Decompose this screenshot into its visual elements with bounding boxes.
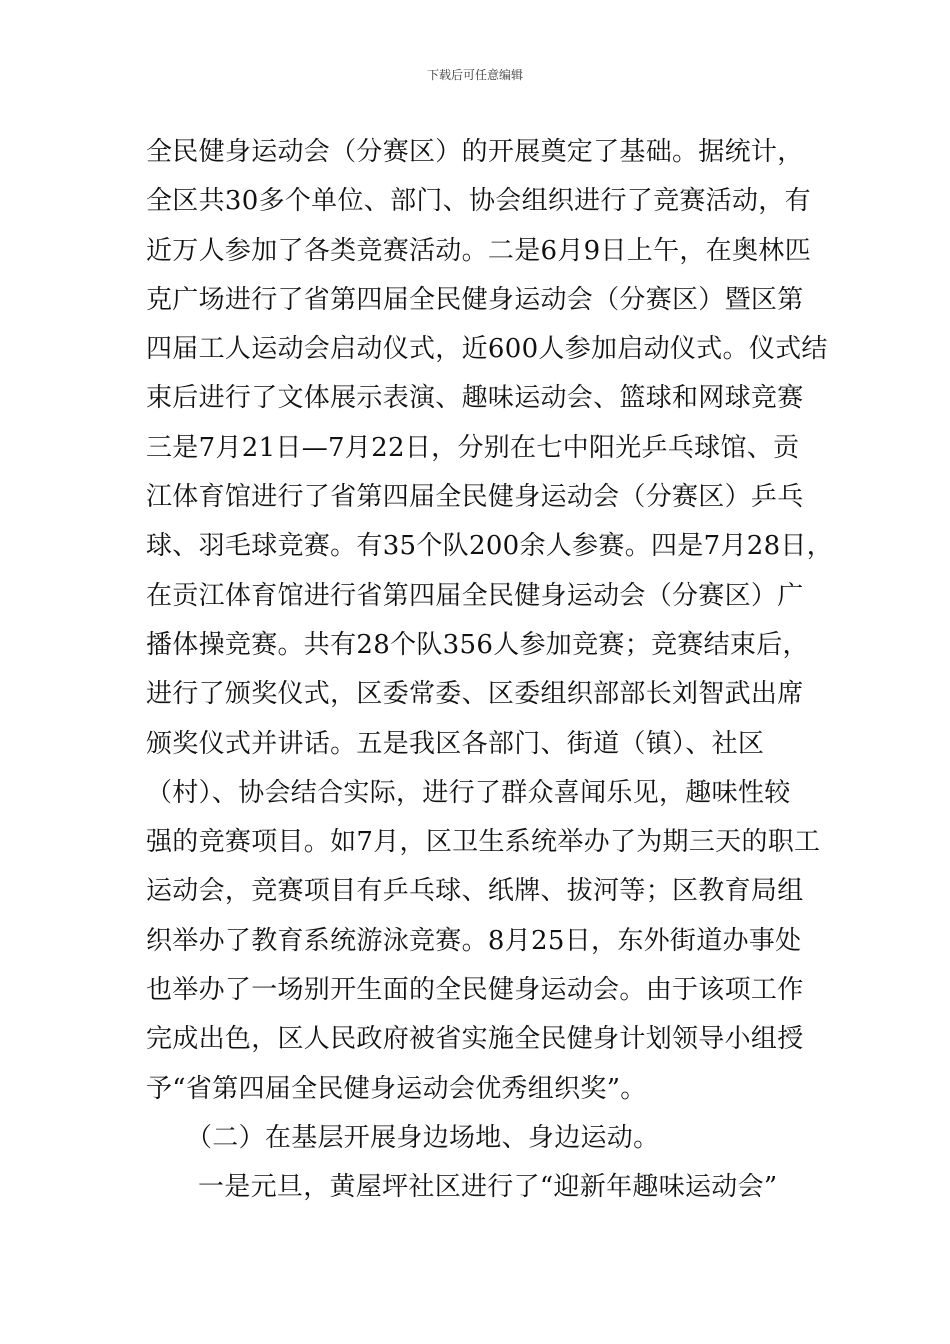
body-line: 在贡江体育馆进行省第四届全民健身运动会（分赛区）广 (146, 580, 804, 611)
body-line: 江体育馆进行了省第四届全民健身运动会（分赛区）乒乓 (146, 482, 804, 513)
body-line: （村）、协会结合实际，进行了群众喜闻乐见，趣味性较 (146, 777, 791, 808)
body-line: 强的竞赛项目。如7月，区卫生系统举办了为期三天的职工 (146, 827, 821, 858)
body-line: 近万人参加了各类竞赛活动。二是6月9日上午，在奥林匹 (146, 235, 811, 266)
body-line: 进行了颁奖仪式，区委常委、区委组织部部长刘智武出席 (146, 679, 804, 710)
body-line: 运动会，竞赛项目有乒乓球、纸牌、拔河等；区教育局组 (146, 876, 804, 907)
section-heading: （二）在基层开展身边场地、身边运动。 (186, 1122, 660, 1153)
body-line: 全区共30多个单位、部门、协会组织进行了竞赛活动，有 (146, 186, 811, 217)
body-line: 织举办了教育系统游泳竞赛。8月25日，东外街道办事处 (146, 925, 802, 956)
body-line: 予“省第四届全民健身运动会优秀组织奖”。 (146, 1073, 647, 1104)
body-line: 克广场进行了省第四届全民健身运动会（分赛区）暨区第 (146, 284, 804, 315)
body-line: 全民健身运动会（分赛区）的开展奠定了基础。据统计， (146, 137, 804, 167)
body-line: 四届工人运动会启动仪式，近600人参加启动仪式。仪式结 (146, 334, 828, 365)
body-line: 球、羽毛球竞赛。有35个队200余人参赛。四是7月28日， (146, 531, 834, 562)
body-line: 颁奖仪式并讲话。五是我区各部门、街道（镇）、社区 (146, 728, 765, 759)
body-line: 束后进行了文体展示表演、趣味运动会、篮球和网球竞赛 (146, 383, 804, 414)
document-body (146, 128, 834, 1213)
paragraph-start-line: 一是元旦，黄屋坪社区进行了“迎新年趣味运动会” (198, 1172, 778, 1203)
body-line: 三是7月21日—7月22日，分别在七中阳光乒乓球馆、贡 (146, 432, 800, 463)
body-line: 播体操竞赛。共有28个队356人参加竞赛；竞赛结束后， (146, 629, 809, 660)
body-line: 也举办了一场别开生面的全民健身运动会。由于该项工作 (146, 975, 804, 1006)
body-line: 完成出色，区人民政府被省实施全民健身计划领导小组授 (146, 1024, 804, 1055)
page-header-note: 下载后可任意编辑 (426, 68, 523, 82)
